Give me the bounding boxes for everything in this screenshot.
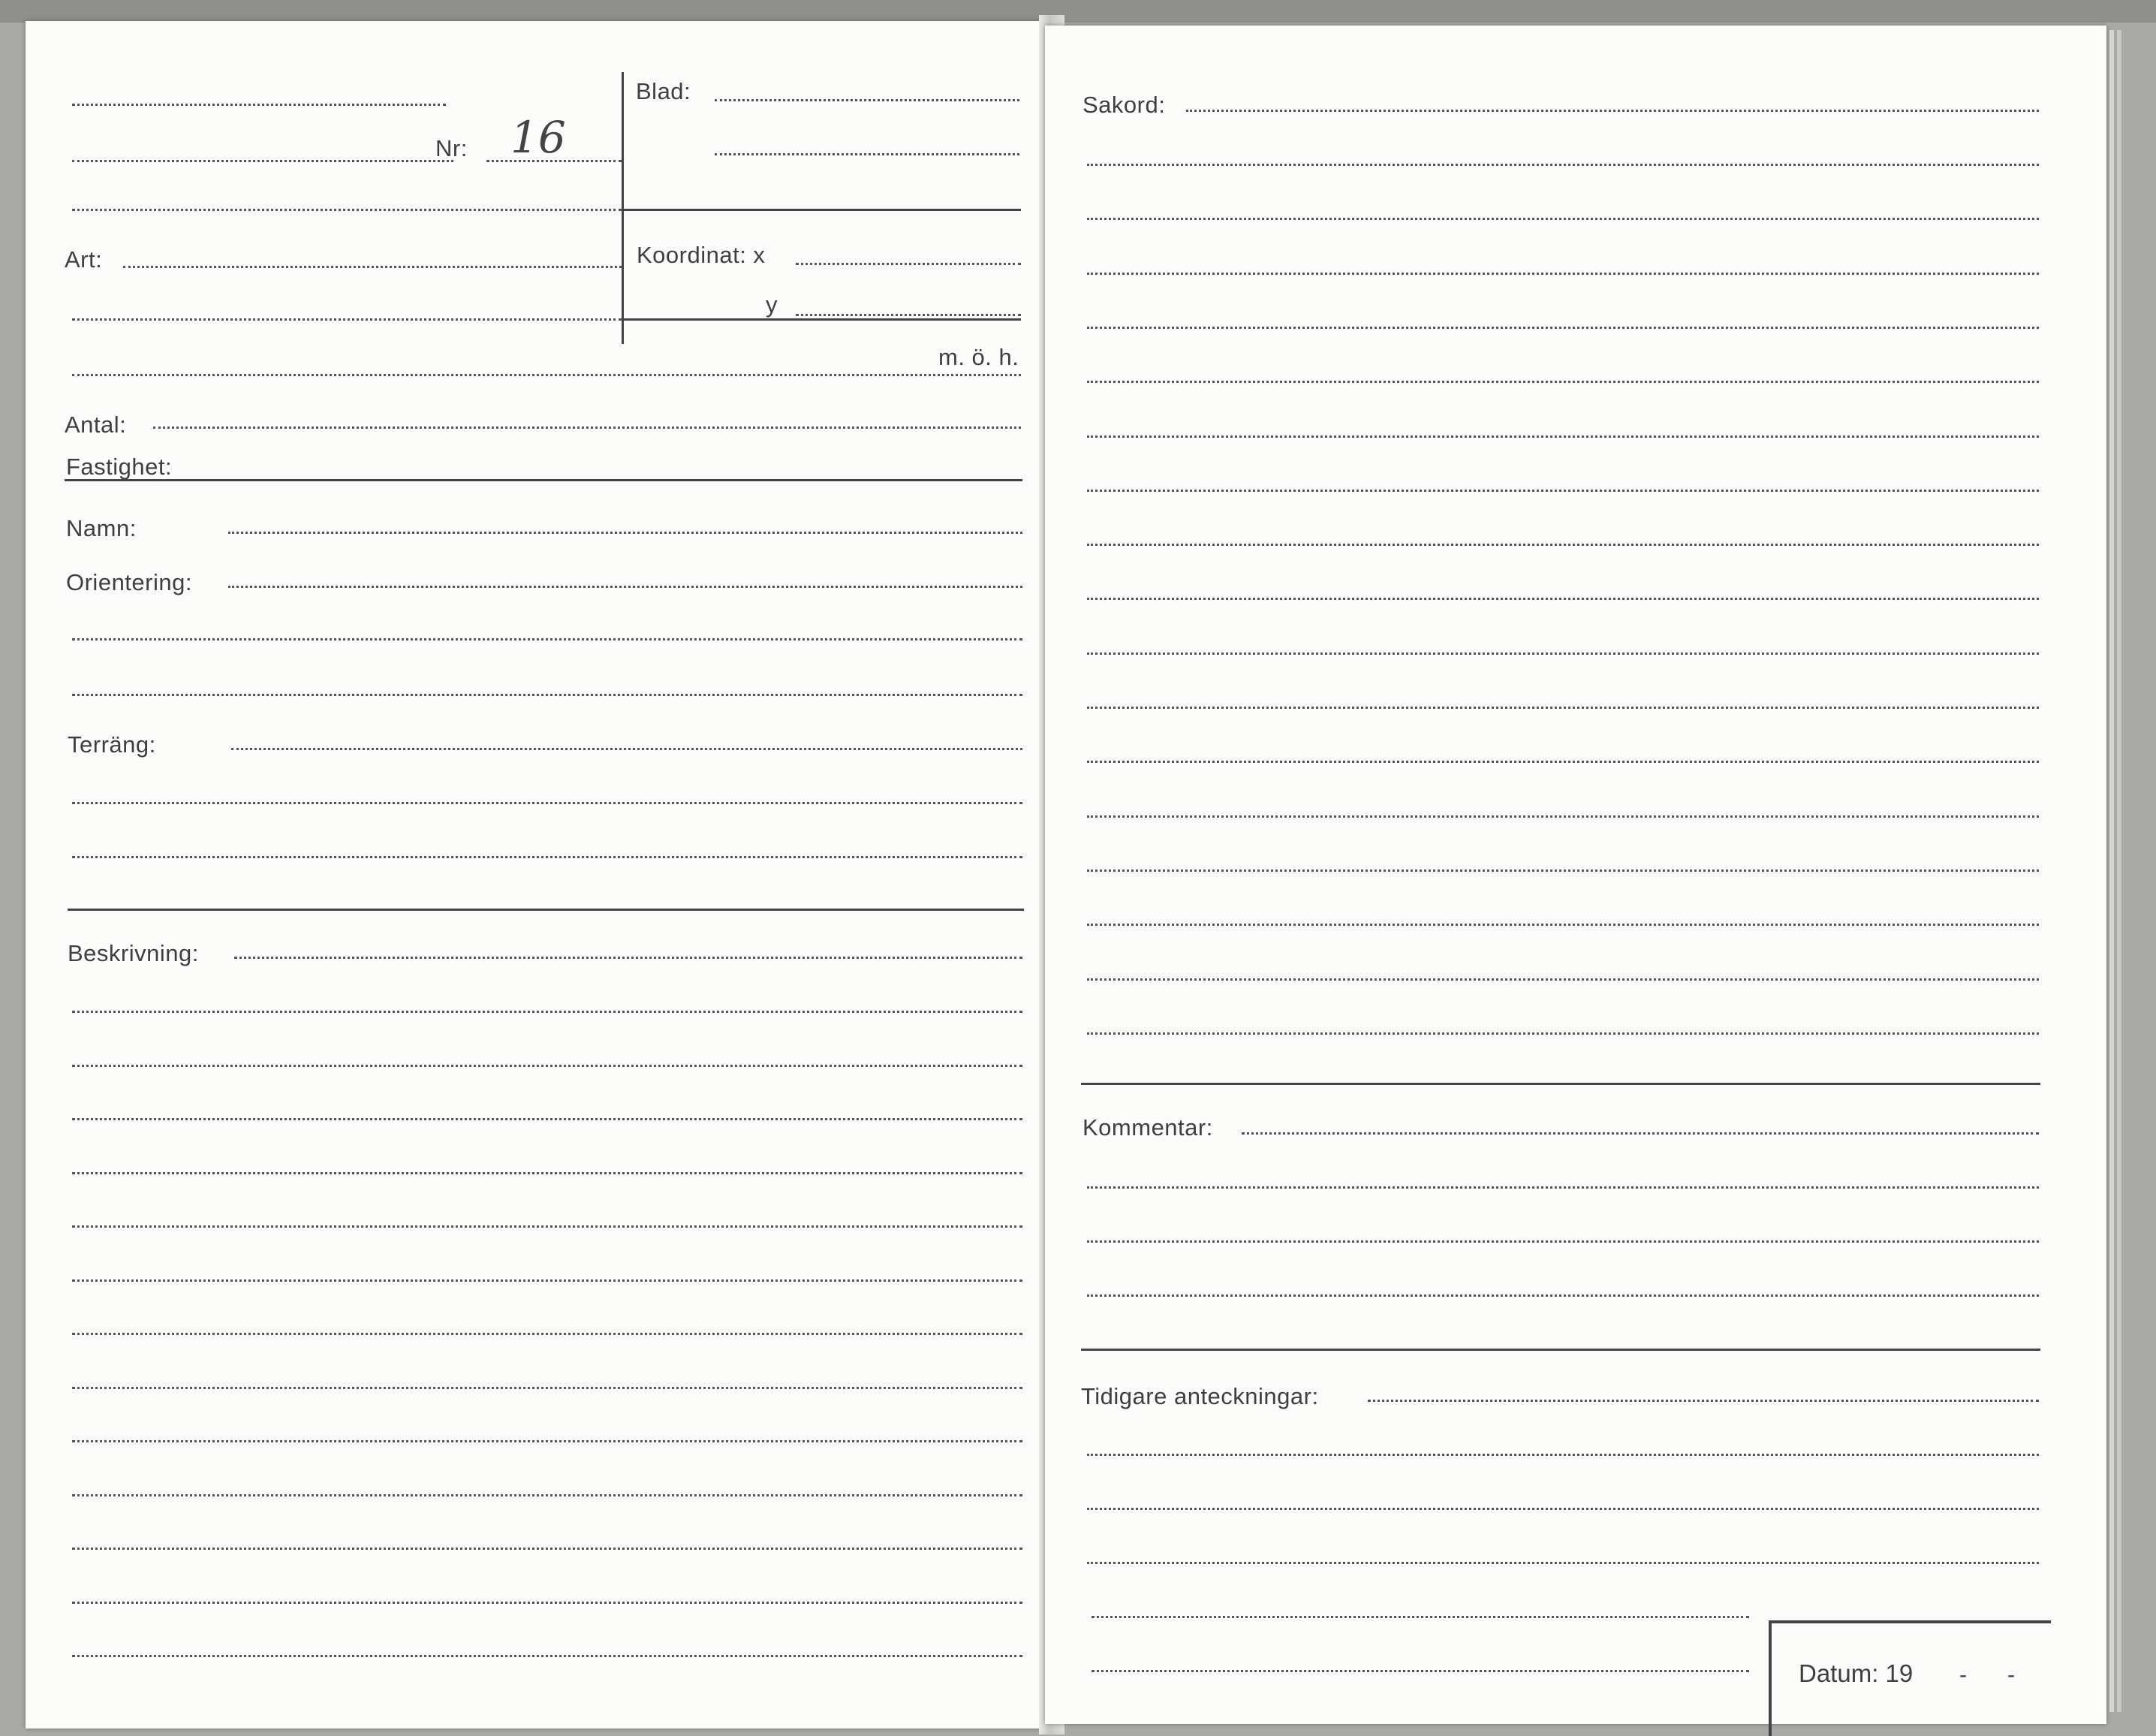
orientering-field-3[interactable]	[72, 694, 1022, 696]
writing-line[interactable]	[1087, 273, 2039, 275]
writing-line[interactable]	[1087, 218, 2039, 220]
writing-line[interactable]	[72, 1172, 1022, 1174]
koordinat-x-field[interactable]	[796, 263, 1021, 265]
writing-line[interactable]	[1087, 436, 2039, 438]
writing-line[interactable]	[72, 1494, 1022, 1496]
left-page	[26, 21, 1058, 1728]
field-line[interactable]	[72, 160, 453, 162]
nr-handwritten-value: 16	[510, 112, 566, 163]
kommentar-rule	[1081, 1349, 2040, 1351]
writing-line[interactable]	[72, 1602, 1022, 1604]
koordinat-y-field[interactable]	[796, 314, 1021, 316]
page-edge	[2109, 30, 2114, 1712]
tidigare-field-5[interactable]	[1092, 1616, 1749, 1618]
writing-line[interactable]	[72, 1011, 1022, 1013]
writing-line[interactable]	[1087, 381, 2039, 383]
writing-line[interactable]	[1087, 815, 2039, 818]
writing-line[interactable]	[72, 1548, 1022, 1550]
datum-box	[1769, 1620, 2051, 1736]
writing-line[interactable]	[1087, 544, 2039, 546]
terrang-label: Terräng:	[68, 731, 156, 758]
fastighet-label: Fastighet:	[66, 454, 173, 480]
writing-line[interactable]	[72, 1655, 1022, 1657]
sakord-field[interactable]	[1186, 110, 2039, 112]
writing-line[interactable]	[72, 1225, 1022, 1228]
writing-line[interactable]	[72, 1387, 1022, 1389]
right-page	[1045, 26, 2106, 1724]
orientering-field[interactable]	[228, 586, 1022, 588]
sakord-rule	[1081, 1083, 2040, 1085]
field-line[interactable]	[72, 318, 622, 321]
art-label: Art:	[65, 246, 103, 273]
terrang-field-2[interactable]	[72, 802, 1022, 804]
binder-top-edge	[0, 0, 2156, 23]
kommentar-label: Kommentar:	[1083, 1114, 1213, 1141]
box-divider-vertical	[622, 72, 624, 344]
beskrivning-label: Beskrivning:	[68, 940, 199, 966]
blad-label: Blad:	[636, 78, 691, 104]
koordinat-y-label: y	[766, 291, 778, 318]
sakord-label: Sakord:	[1083, 92, 1166, 118]
field-line[interactable]	[72, 209, 622, 211]
writing-line[interactable]	[1087, 653, 2039, 655]
writing-line[interactable]	[72, 1065, 1022, 1067]
tidigare-anteckningar-label: Tidigare anteckningar:	[1081, 1383, 1319, 1409]
kommentar-field-3[interactable]	[1087, 1240, 2039, 1243]
namn-label: Namn:	[66, 515, 137, 541]
writing-line[interactable]	[1087, 924, 2039, 926]
writing-line[interactable]	[1087, 870, 2039, 872]
writing-line[interactable]	[1087, 761, 2039, 763]
fastighet-rule	[65, 479, 1022, 481]
nr-label: Nr:	[435, 135, 468, 161]
beskrivning-field[interactable]	[234, 957, 1022, 959]
field-line[interactable]	[72, 374, 1021, 376]
tidigare-field-4[interactable]	[1087, 1562, 2039, 1564]
writing-line[interactable]	[1087, 164, 2039, 166]
datum-label: Datum: 19	[1799, 1659, 1914, 1687]
writing-line[interactable]	[1087, 327, 2039, 329]
terrang-field-3[interactable]	[72, 856, 1022, 858]
datum-separator-2: -	[2007, 1662, 2015, 1687]
writing-line[interactable]	[72, 1279, 1022, 1282]
writing-line[interactable]	[72, 1440, 1022, 1442]
page-edge	[2117, 30, 2121, 1712]
terrang-field[interactable]	[231, 748, 1022, 750]
kommentar-field-2[interactable]	[1087, 1186, 2039, 1189]
field-line[interactable]	[72, 104, 446, 106]
tidigare-anteckningar-field[interactable]	[1368, 1400, 2039, 1402]
antal-field[interactable]	[153, 426, 1021, 429]
blad-field[interactable]	[715, 99, 1019, 101]
moh-label: m. ö. h.	[934, 345, 1019, 369]
antal-label: Antal:	[65, 411, 127, 438]
koordinat-x-label: Koordinat: x	[637, 242, 766, 268]
tidigare-field-3[interactable]	[1087, 1508, 2039, 1510]
orientering-label: Orientering:	[66, 569, 192, 595]
box-bottom-rule	[623, 318, 1021, 321]
kommentar-field[interactable]	[1242, 1132, 2039, 1135]
namn-field[interactable]	[228, 532, 1022, 534]
blad-field-2[interactable]	[715, 153, 1019, 155]
box-divider-horizontal	[623, 209, 1021, 211]
writing-line[interactable]	[1087, 978, 2039, 981]
orientering-field-2[interactable]	[72, 638, 1022, 640]
tidigare-field-2[interactable]	[1087, 1454, 2039, 1456]
writing-line[interactable]	[1087, 598, 2039, 600]
writing-line[interactable]	[1087, 490, 2039, 492]
kommentar-field-4[interactable]	[1087, 1294, 2039, 1297]
art-field[interactable]	[123, 266, 622, 268]
datum-separator-1: -	[1959, 1662, 1967, 1687]
terrang-rule	[68, 909, 1024, 911]
writing-line[interactable]	[72, 1118, 1022, 1120]
writing-line[interactable]	[1087, 1032, 2039, 1035]
writing-line[interactable]	[1087, 707, 2039, 709]
writing-line[interactable]	[72, 1333, 1022, 1335]
tidigare-field-6[interactable]	[1092, 1670, 1749, 1672]
